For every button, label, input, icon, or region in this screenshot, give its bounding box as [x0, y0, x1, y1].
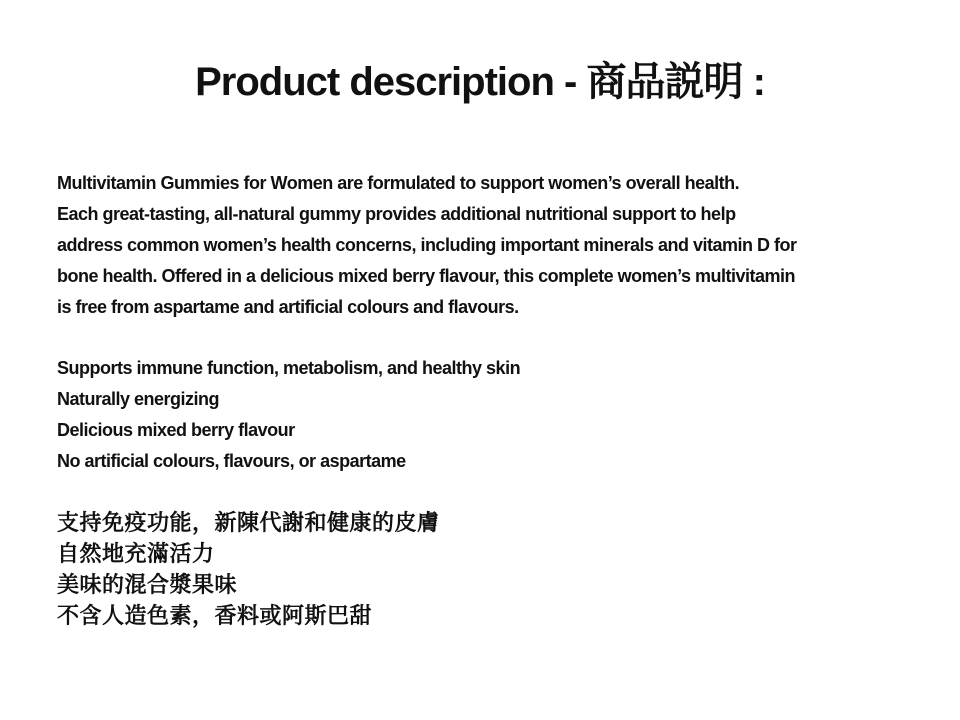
feature-line-zh: 不含人造色素，香料或阿斯巴甜 — [57, 603, 373, 629]
feature-list-english — [57, 353, 920, 477]
feature-line-en: Supports immune function, metabolism, and healthy skin — [57, 358, 521, 378]
page-title: Product description - 商品説明 : — [195, 60, 765, 104]
description-line: is free from aspartame and artificial colours and flavours. — [57, 297, 519, 317]
feature-line-zh: 支持免疫功能，新陳代謝和健康的皮膚 — [57, 510, 440, 536]
feature-line-zh: 自然地充滿活力 — [57, 541, 215, 567]
description-line: bone health. Offered in a delicious mixed berry flavour, this complete women’s multivitamin — [57, 266, 796, 286]
description-line: address common women’s health concerns, including important minerals and vitamin D for — [57, 235, 797, 255]
feature-line-en: Delicious mixed berry flavour — [57, 420, 295, 440]
feature-line-zh: 美味的混合漿果味 — [57, 572, 238, 598]
description-line: Multivitamin Gummies for Women are formulated to support women’s overall health. — [57, 173, 740, 193]
feature-line-en: No artificial colours, flavours, or aspartame — [57, 451, 406, 471]
feature-list-chinese — [57, 508, 920, 632]
description-line: Each great-tasting, all-natural gummy provides additional nutritional support to help — [57, 204, 736, 224]
feature-line-en: Naturally energizing — [57, 389, 220, 409]
product-description-paragraph — [57, 168, 920, 323]
